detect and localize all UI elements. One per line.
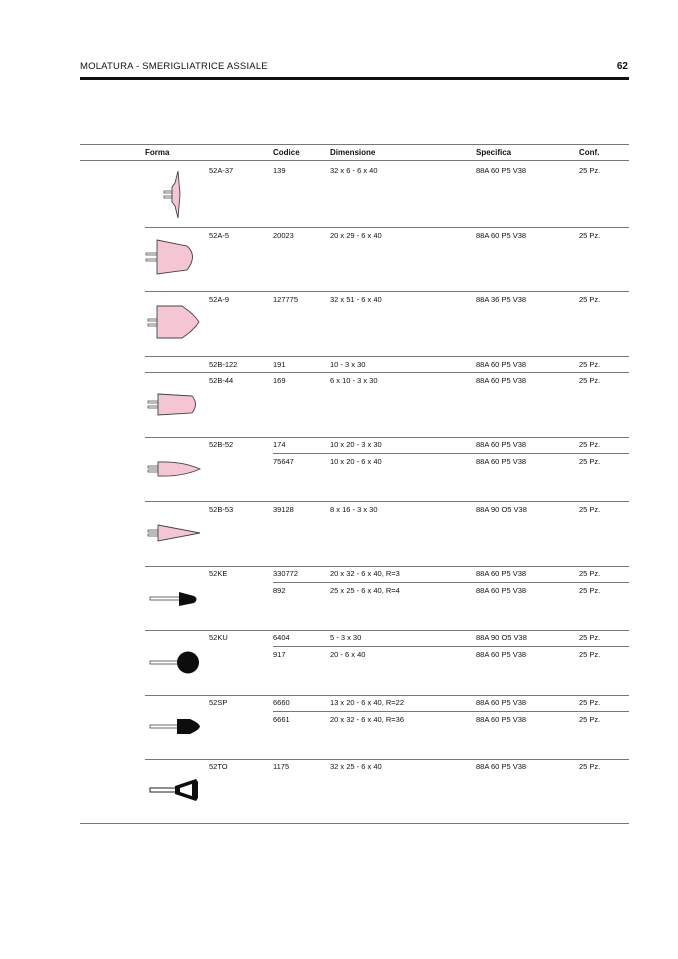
specifica-cell: 88A 60 P5 V38	[476, 698, 527, 707]
specifica-cell: 88A 60 P5 V38	[476, 650, 527, 659]
specifica-cell: 88A 60 P5 V38	[476, 440, 527, 449]
dimensione-cell: 32 x 25 - 6 x 40	[330, 762, 382, 771]
group-rule	[145, 372, 629, 373]
conf-cell: 25 Pz.	[579, 166, 601, 175]
conf-cell: 25 Pz.	[579, 650, 601, 659]
row-rule	[273, 453, 629, 454]
dimensione-cell: 13 x 20 - 6 x 40, R=22	[330, 698, 405, 707]
specifica-cell: 88A 60 P5 V38	[476, 586, 527, 595]
group-rule	[145, 356, 629, 357]
dimensione-cell: 32 x 6 - 6 x 40	[330, 166, 378, 175]
dimensione-cell: 25 x 25 - 6 x 40, R=4	[330, 586, 400, 595]
row-rule	[273, 711, 629, 712]
codice-cell: 174	[273, 440, 286, 449]
group-rule	[145, 227, 629, 228]
pink-tapered-mounted-point-icon	[142, 390, 202, 420]
column-header-dimensione: Dimensione	[330, 148, 376, 157]
specifica-cell: 88A 60 P5 V38	[476, 360, 527, 369]
pink-truncated-cone-mounted-point-icon	[142, 236, 202, 280]
codice-cell: 191	[273, 360, 286, 369]
codice-cell: 6404	[273, 633, 290, 642]
shape-name: 52B-122	[209, 360, 238, 369]
codice-cell: 75647	[273, 457, 294, 466]
dimensione-cell: 8 x 16 - 3 x 30	[330, 505, 378, 514]
conf-cell: 25 Pz.	[579, 376, 601, 385]
conf-cell: 25 Pz.	[579, 698, 601, 707]
codice-cell: 892	[273, 586, 286, 595]
black-ball-mounted-point-icon	[142, 648, 202, 678]
shape-name: 52KE	[209, 569, 228, 578]
dimensione-cell: 10 x 20 - 6 x 40	[330, 457, 382, 466]
pink-cone-mounted-point-icon	[142, 521, 202, 545]
row-rule	[273, 646, 629, 647]
conf-cell: 25 Pz.	[579, 715, 601, 724]
conf-cell: 25 Pz.	[579, 569, 601, 578]
header-rule	[80, 77, 629, 80]
shape-name: 52SP	[209, 698, 228, 707]
conf-cell: 25 Pz.	[579, 231, 601, 240]
group-rule	[145, 759, 629, 760]
specifica-cell: 88A 60 P5 V38	[476, 715, 527, 724]
column-header-conf: Conf.	[579, 148, 600, 157]
conf-cell: 25 Pz.	[579, 633, 601, 642]
group-rule	[145, 695, 629, 696]
specifica-cell: 88A 60 P5 V38	[476, 457, 527, 466]
codice-cell: 330772	[273, 569, 299, 578]
conf-cell: 25 Pz.	[579, 457, 601, 466]
specifica-cell: 88A 60 P5 V38	[476, 762, 527, 771]
specifica-cell: 88A 90 O5 V38	[476, 505, 527, 514]
black-cone-mounted-point-icon	[142, 586, 202, 612]
black-bullet-mounted-point-icon	[142, 714, 202, 740]
group-rule	[145, 630, 629, 631]
pink-pointed-mounted-point-icon	[142, 457, 202, 481]
dimensione-cell: 5 - 3 x 30	[330, 633, 362, 642]
pink-bullet-mounted-point-icon	[142, 302, 202, 342]
dimensione-cell: 20 x 32 - 6 x 40, R=36	[330, 715, 405, 724]
codice-cell: 1175	[273, 762, 290, 771]
conf-cell: 25 Pz.	[579, 762, 601, 771]
dimensione-cell: 10 - 3 x 30	[330, 360, 366, 369]
dimensione-cell: 32 x 51 - 6 x 40	[330, 295, 382, 304]
shape-name: 52A-9	[209, 295, 230, 304]
specifica-cell: 88A 60 P5 V38	[476, 376, 527, 385]
group-rule	[145, 291, 629, 292]
group-rule	[145, 566, 629, 567]
column-header-specifica: Specifica	[476, 148, 512, 157]
codice-cell: 6660	[273, 698, 290, 707]
column-header-forma: Forma	[145, 148, 170, 157]
specifica-cell: 88A 36 P5 V38	[476, 295, 527, 304]
codice-cell: 127775	[273, 295, 299, 304]
page-number: 62	[616, 61, 628, 72]
specifica-cell: 88A 60 P5 V38	[476, 166, 527, 175]
shape-name: 52B-53	[209, 505, 234, 514]
table-header-rule	[80, 160, 629, 161]
table-bottom-rule	[80, 823, 629, 824]
codice-cell: 20023	[273, 231, 294, 240]
conf-cell: 25 Pz.	[579, 586, 601, 595]
shape-name: 52TO	[209, 762, 228, 771]
dimensione-cell: 10 x 20 - 3 x 30	[330, 440, 382, 449]
group-rule	[145, 501, 629, 502]
codice-cell: 139	[273, 166, 286, 175]
shape-name: 52A-5	[209, 231, 230, 240]
specifica-cell: 88A 90 O5 V38	[476, 633, 527, 642]
codice-cell: 39128	[273, 505, 294, 514]
pink-double-cone-mounted-point-icon	[142, 168, 202, 222]
shape-name: 52B-52	[209, 440, 234, 449]
conf-cell: 25 Pz.	[579, 295, 601, 304]
codice-cell: 917	[273, 650, 286, 659]
dimensione-cell: 20 - 6 x 40	[330, 650, 366, 659]
section-title: MOLATURA - SMERIGLIATRICE ASSIALE	[80, 61, 268, 72]
conf-cell: 25 Pz.	[579, 440, 601, 449]
conf-cell: 25 Pz.	[579, 505, 601, 514]
row-rule	[273, 582, 629, 583]
shape-name: 52A-37	[209, 166, 234, 175]
conf-cell: 25 Pz.	[579, 360, 601, 369]
black-inverted-cone-mounted-point-icon	[142, 776, 202, 806]
dimensione-cell: 6 x 10 - 3 x 30	[330, 376, 378, 385]
dimensione-cell: 20 x 32 - 6 x 40, R=3	[330, 569, 400, 578]
specifica-cell: 88A 60 P5 V38	[476, 569, 527, 578]
shape-name: 52KU	[209, 633, 228, 642]
dimensione-cell: 20 x 29 - 6 x 40	[330, 231, 382, 240]
shape-name: 52B-44	[209, 376, 234, 385]
codice-cell: 6661	[273, 715, 290, 724]
group-rule	[145, 437, 629, 438]
codice-cell: 169	[273, 376, 286, 385]
specifica-cell: 88A 60 P5 V38	[476, 231, 527, 240]
table-top-rule	[80, 144, 629, 145]
column-header-codice: Codice	[273, 148, 300, 157]
